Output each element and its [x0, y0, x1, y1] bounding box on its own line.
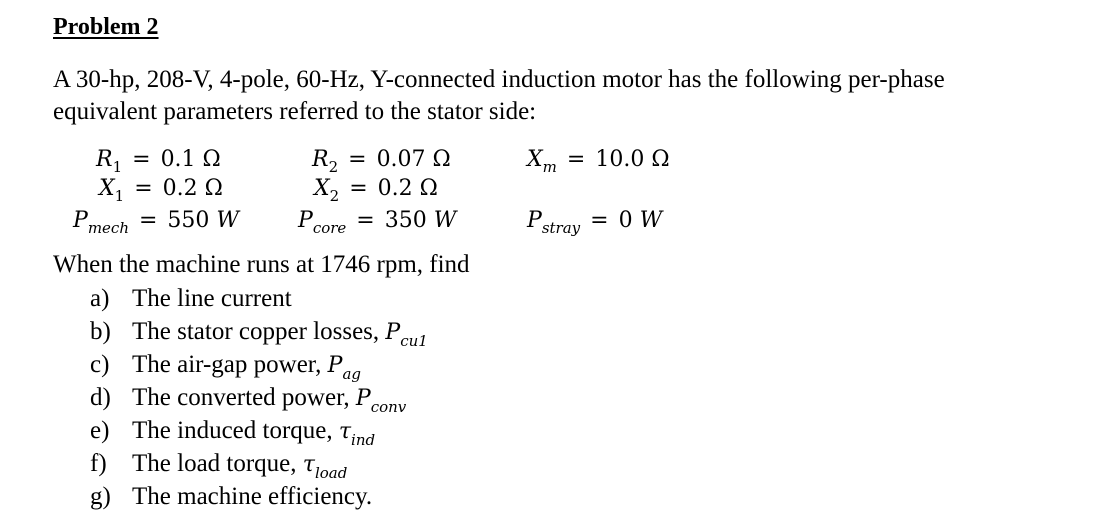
question-letter: e)	[90, 417, 110, 444]
param-pstray-symbol: P	[527, 208, 542, 233]
param-x2-symbol: X	[314, 176, 330, 201]
param-x1: $X_1 = 0.2$ Ω	[99, 176, 223, 205]
question-letter: g)	[90, 483, 111, 510]
param-pmech-symbol: P	[73, 208, 88, 233]
question-text: The load torque,	[132, 450, 303, 477]
param-x1-symbol: X	[99, 176, 115, 201]
param-r1-subscript: 1	[112, 158, 123, 176]
param-xm: $X_m = 10.0$ Ω	[527, 147, 670, 176]
question-list	[90, 284, 428, 515]
question-letter: a)	[90, 285, 110, 312]
param-x2: $X_2 = 0.2$ Ω	[314, 176, 438, 205]
param-x1-value: 0.2 Ω	[162, 176, 223, 201]
param-r2-subscript: 2	[328, 158, 339, 176]
param-r1-symbol: R	[96, 147, 113, 172]
param-x1-subscript: 1	[114, 187, 125, 205]
param-pcore-value: 350	[384, 208, 427, 233]
param-x2-value: 0.2 Ω	[377, 176, 438, 201]
question-text: The induced torque,	[132, 417, 339, 444]
param-xm-symbol: X	[527, 147, 543, 172]
question-item	[90, 416, 428, 449]
question-text: The stator copper losses,	[132, 318, 386, 345]
question-item	[90, 482, 428, 515]
question-text: The line current	[132, 285, 292, 312]
param-pstray-subscript: stray	[541, 219, 581, 237]
param-pcore-symbol: P	[298, 208, 313, 233]
param-pmech-subscript: mech	[87, 219, 129, 237]
question-symbol: τ	[338, 419, 352, 444]
problem-statement: A 30-hp, 208-V, 4-pole, 60-Hz, Y-connected induction motor has the following per-phase equivalent parameters referred to the stator side:	[53, 66, 945, 125]
question-letter: d)	[90, 384, 111, 411]
param-pstray: $P_{stray} = 0$ W	[527, 208, 663, 237]
param-r2-value: 0.07 Ω	[376, 147, 451, 172]
question-text: The air-gap power,	[132, 351, 328, 378]
question-symbol: P	[355, 386, 371, 411]
question-letter: c)	[90, 351, 110, 378]
question-subscript: ind	[351, 431, 376, 449]
param-pcore: $P_{core} = 350$ W	[298, 208, 457, 237]
param-r2-symbol: R	[312, 147, 329, 172]
param-pmech-value: 550	[167, 208, 210, 233]
question-lead: When the machine runs at 1746 rpm, find	[53, 251, 470, 278]
question-symbol: P	[327, 353, 343, 378]
question-item	[90, 383, 428, 416]
question-item	[90, 284, 428, 317]
param-pcore-subscript: core	[312, 219, 347, 237]
question-letter: b)	[90, 318, 111, 345]
question-letter: f)	[90, 450, 107, 477]
param-pcore-unit: W	[433, 208, 457, 233]
param-xm-value: 10.0 Ω	[595, 147, 670, 172]
param-r2: $R_2 = 0.07$ Ω	[312, 147, 451, 176]
param-pstray-value: 0	[618, 208, 633, 233]
question-subscript: ag	[342, 365, 361, 383]
question-symbol: τ	[302, 452, 315, 477]
param-pmech: $P_{mech} = 550$ W	[73, 208, 240, 237]
param-pstray-unit: W	[639, 208, 663, 233]
question-subscript: load	[314, 464, 348, 482]
param-pmech-unit: W	[216, 208, 240, 233]
problem-title: Problem 2	[53, 14, 159, 40]
question-text: The machine efficiency.	[132, 483, 373, 510]
question-subscript: cu1	[400, 332, 428, 350]
param-r1: $R_1 = 0.1$ Ω	[96, 147, 221, 176]
question-item	[90, 350, 428, 383]
param-xm-subscript: m	[542, 158, 557, 176]
param-r1-value: 0.1 Ω	[160, 147, 221, 172]
param-x2-subscript: 2	[329, 187, 340, 205]
question-item	[90, 317, 428, 350]
question-subscript: conv	[370, 398, 407, 416]
question-text: The converted power,	[132, 384, 356, 411]
question-symbol: P	[385, 320, 401, 345]
question-item	[90, 449, 428, 482]
